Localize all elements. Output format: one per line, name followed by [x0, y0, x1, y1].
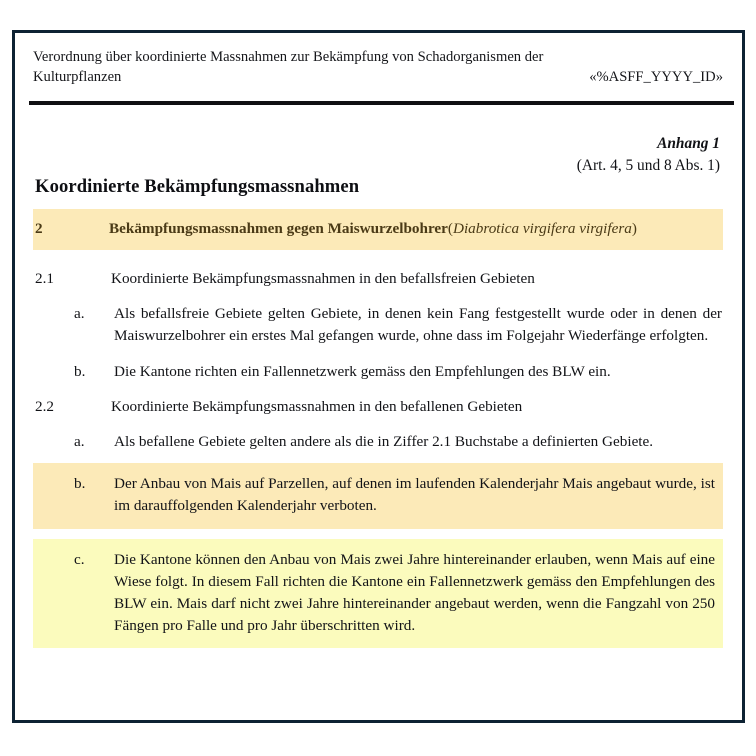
page-content-area	[15, 33, 742, 720]
spacer	[15, 250, 745, 268]
list-item-text: Als befallsfreie Gebiete gelten Gebiete, in denen kein Fang festgestellt wurde oder in denen der Maiswurzelbohrer ein erstes Mal gefangen wurde, ohne dass im Folgejahr Wiederfänge erfolgten.	[114, 305, 722, 345]
spacer	[15, 348, 745, 361]
subsection-heading-2-1	[33, 268, 730, 290]
section-number: 2	[35, 220, 43, 237]
list-item-letter: c.	[74, 550, 85, 568]
list-item-text: Die Kantone richten ein Fallennetzwerk gemäss den Empfehlungen des BLW ein.	[114, 362, 611, 380]
header-title-continuation: Kulturpflanzen	[33, 69, 122, 86]
list-item-highlighted	[33, 539, 723, 649]
document-page	[12, 30, 745, 723]
list-item-letter: a.	[74, 305, 85, 323]
header-title-line1: Verordnung über koordinierte Massnahmen zur Bekämpfung von Schadorganismen der	[33, 49, 544, 65]
scientific-name-close-paren: )	[631, 220, 637, 237]
annex-article-reference: (Art. 4, 5 und 8 Abs. 1)	[576, 157, 720, 175]
subsection-heading-2-2	[33, 396, 730, 418]
subsection-title: Koordinierte Bekämpfungsmassnahmen in den befallsfreien Gebieten	[111, 270, 535, 288]
document-body	[15, 209, 745, 648]
section-title: Bekämpfungsmassnahmen gegen Maiswurzelbohrer	[109, 220, 448, 237]
subsection-number: 2.2	[35, 397, 54, 415]
list-item	[33, 431, 730, 453]
header-title-line2	[33, 67, 729, 87]
list-item	[33, 303, 730, 347]
list-item-letter: a.	[74, 432, 85, 450]
list-item-text: Der Anbau von Mais auf Parzellen, auf denen im laufenden Kalenderjahr Mais angebaut wurde, ist im darauffolgenden Kalenderjahr verboten.	[114, 475, 715, 515]
page-title: Koordinierte Bekämpfungsmassnahmen	[35, 176, 360, 197]
annex-reference-block	[577, 133, 720, 178]
section-heading	[33, 218, 723, 240]
list-item-highlighted	[33, 463, 723, 528]
list-item-letter: b.	[74, 362, 86, 380]
scientific-name-open-paren: (	[447, 220, 453, 237]
list-item-text: Als befallene Gebiete gelten andere als die in Ziffer 2.1 Buchstabe a definierten Gebiete.	[114, 432, 654, 450]
header-document-id: «%ASFF_YYYY_ID»	[589, 69, 723, 86]
scientific-name: Diabrotica virgifera virgifera	[452, 220, 632, 237]
running-header	[33, 47, 729, 87]
annex-title: Anhang 1	[657, 135, 720, 152]
section-heading-highlight	[33, 209, 723, 250]
list-item-letter: b.	[74, 475, 86, 493]
list-item	[33, 361, 730, 383]
spacer	[15, 290, 745, 303]
spacer	[15, 453, 745, 463]
list-item-text: Die Kantone können den Anbau von Mais zwei Jahre hintereinander erlauben, wenn Mais auf eine Wiese folgt. In diesem Fall richten die Kantone ein Fallennetzwerk gemäss den Empfehlungen des BLW ein. Mais darf nicht zwei Jahre hintereinander angebaut werden, wenn die Fangzahl von 250 Fängen pro Falle und pro Jahr überschritten wird.	[114, 550, 715, 635]
header-divider-rule	[29, 101, 734, 105]
subsection-number: 2.1	[35, 270, 54, 288]
spacer	[15, 383, 745, 396]
spacer	[15, 529, 745, 539]
spacer	[15, 418, 745, 431]
subsection-title: Koordinierte Bekämpfungsmassnahmen in den befallenen Gebieten	[111, 397, 523, 415]
